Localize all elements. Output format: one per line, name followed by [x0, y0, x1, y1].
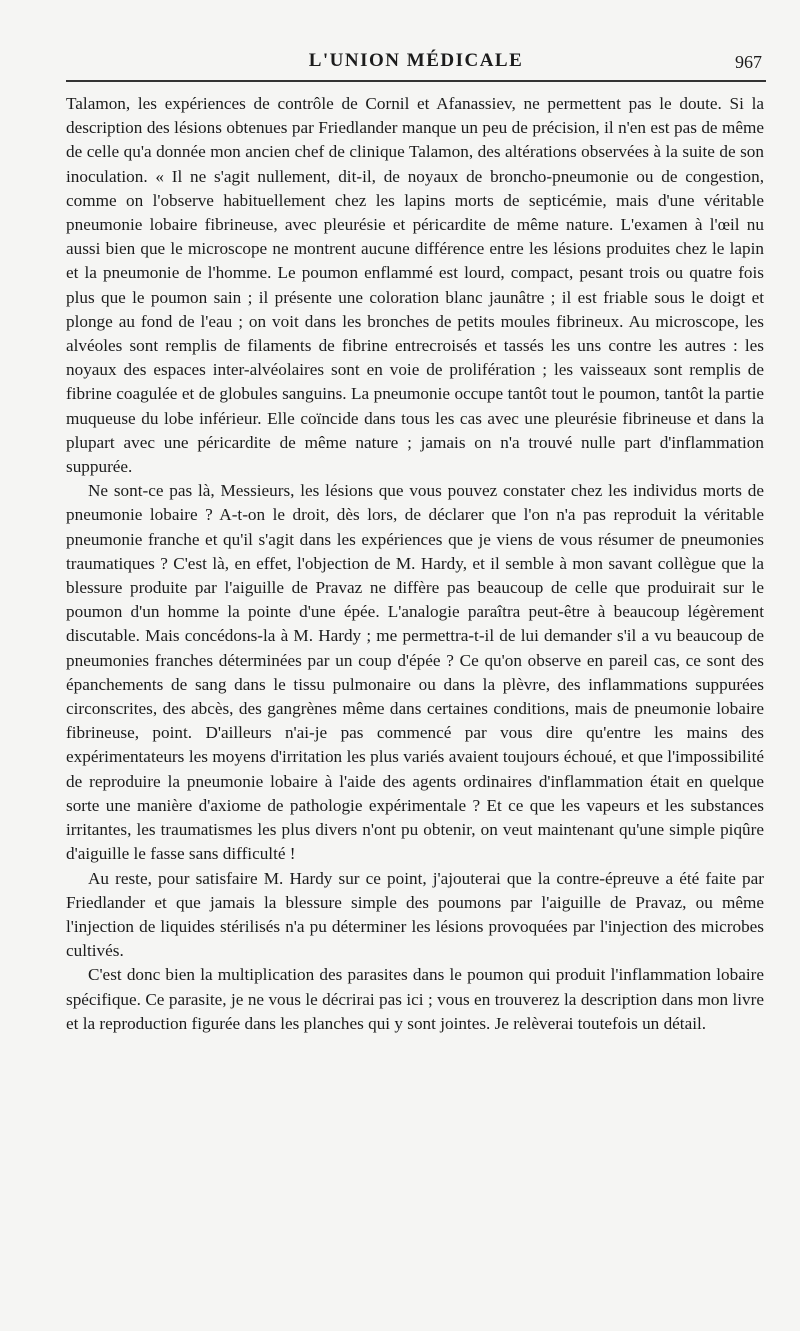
paragraph: Ne sont-ce pas là, Messieurs, les lésions que vous pouvez constater chez les individus morts de pneumonie lobaire ? A-t-on le droit, dès lors, de déclarer que l'on n'a pas reproduit la véritable pneumonie franche et qu'il s'agit dans les expériences que je viens de vous résumer de pneumonies traumatiques ? C'est là, en effet, l'objection de M. Hardy, et il semble à mon savant collègue que la blessure produite par l'aiguille de Pravaz ne diffère pas beaucoup de celle que produirait sur le poumon d'un homme la pointe d'une épée. L'analogie paraîtra peut-être à beaucoup légèrement discutable. Mais concédons-la à M. Hardy ; me permettra-t-il de lui demander s'il a vu beaucoup de pneumonies franches déterminées par un coup d'épée ? Ce qu'on observe en pareil cas, ce sont des épanchements de sang dans le tissu pulmonaire ou dans la plèvre, des inflammations suppurées circonscrites, des abcès, des gangrènes même dans certaines conditions, mais de pneumonie lobaire fibrineuse, point. D'ailleurs n'ai-je pas commencé par vous dire qu'entre les mains des expérimentateurs les moyens d'irritation les plus variés avaient toujours échoué, et que l'impossibilité de reproduire la pneumonie lobaire à l'aide des agents ordinaires d'inflammation était en quelque sorte une manière d'axiome de pathologie expérimentale ? Et ce que les vapeurs et les substances irritantes, les traumatismes les plus divers n'ont pu obtenir, on veut maintenant qu'une simple piqûre d'aiguille le fasse sans difficulté !: [66, 481, 764, 864]
paragraph: Talamon, les expériences de contrôle de Cornil et Afanassiev, ne permettent pas le doute. Si la description des lésions obtenues par Friedlander manque un peu de précision, il n'en est pas de même de celle qu'a donnée mon ancien chef de clinique Talamon, des altérations observées à la suite de son inoculation. « Il ne s'agit nullement, dit-il, de noyaux de broncho-pneumonie ou de congestion, comme on l'observe habituellement chez les lapins morts de septicémie, mais d'une véritable pneumonie lobaire fibrineuse, avec pleurésie et péricardite de même nature. L'examen à l'œil nu aussi bien que le microscope ne montrent aucune différence entre les lésions produites chez le lapin et la pneumonie de l'homme. Le poumon enflammé est lourd, compact, pesant trois ou quatre fois plus que le poumon sain ; il présente une coloration blanc jaunâtre ; il est friable sous le doigt et plonge au fond de l'eau ; on voit dans les bronches de petits moules fibrineux. Au microscope, les alvéoles sont remplis de filaments de fibrine entrecroisés et tassés les uns contre les autres : les noyaux des espaces inter-alvéolaires sont en voie de prolifération ; les vaisseaux sont remplis de fibrine coagulée et de globules sanguins. La pneumonie occupe tantôt tout le poumon, tantôt la partie muqueuse du lobe inférieur. Elle coïncide dans tous les cas avec une pleurésie fibrineuse et dans la plupart avec une péricardite de même nature ; jamais on n'a trouvé nulle part d'inflammation suppurée.: [66, 94, 764, 477]
page-number: 967: [735, 52, 762, 72]
header-rule: [66, 80, 766, 82]
paragraph: Au reste, pour satisfaire M. Hardy sur ce point, j'ajouterai que la contre-épreuve a été faite par Friedlander et que jamais la blessure simple des poumons par l'aiguille de Pravaz, ou même l'injection de liquides stérilisés n'a pu déterminer les lésions provoquées par l'injection des microbes cultivés.: [66, 868, 764, 961]
running-title: L'UNION MÉDICALE: [308, 50, 524, 71]
page-header: [66, 50, 766, 78]
body-text: [66, 92, 764, 1036]
paragraph: C'est donc bien la multiplication des parasites dans le poumon qui produit l'inflammation lobaire spécifique. Ce parasite, je ne vous le décrirai pas ici ; vous en trouverez la description dans mon livre et la reproduction figurée dans les planches qui y sont jointes. Je relèverai toutefois un détail.: [66, 965, 764, 1033]
